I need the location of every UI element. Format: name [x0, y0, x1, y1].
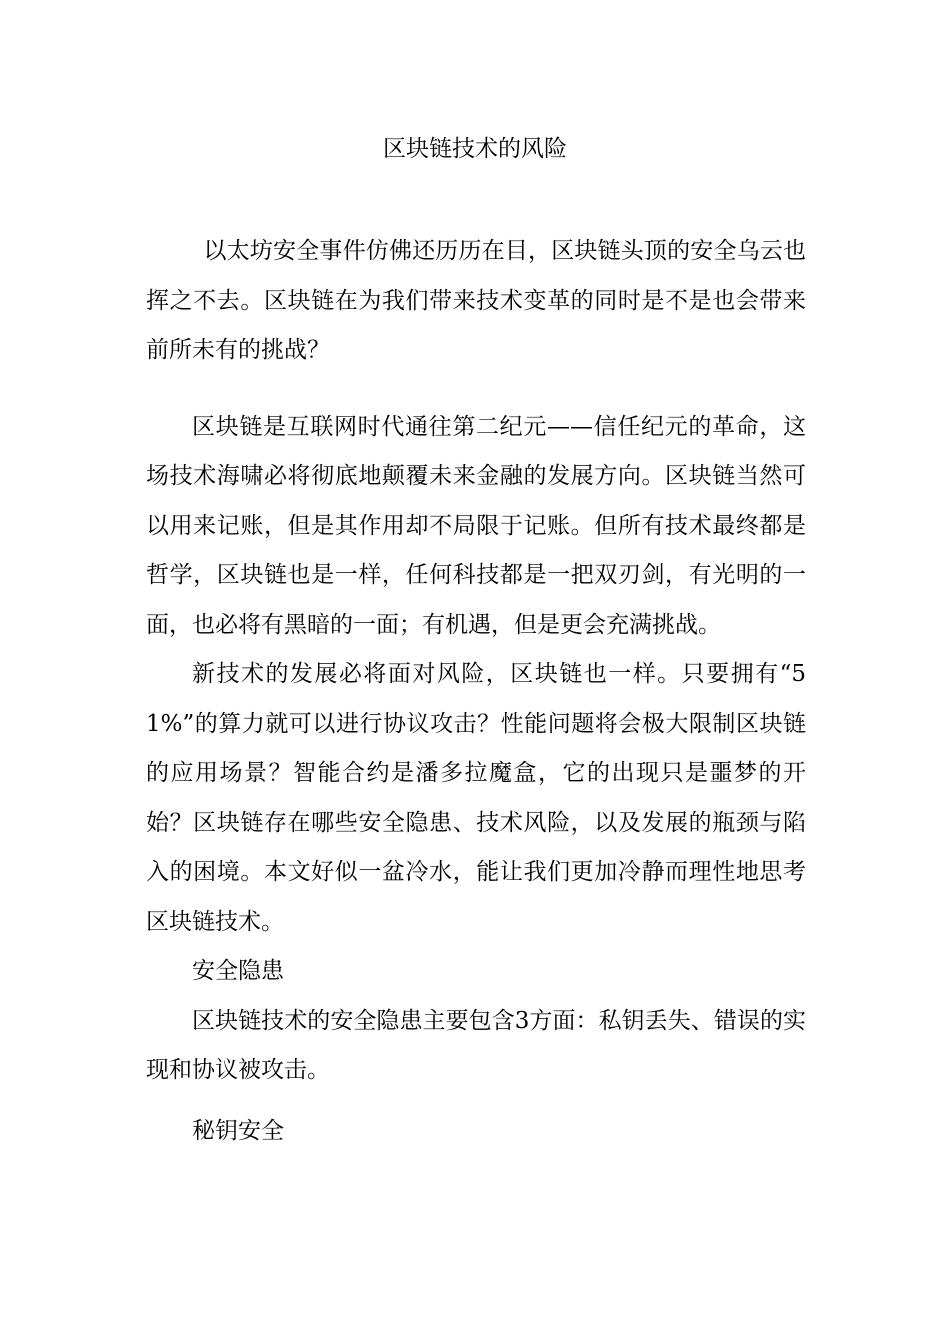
paragraph-new-tech-risks: 新技术的发展必将面对风险，区块链也一样。只要拥有“51%”的算力就可以进行协议攻击？性能问题将会极大限制区块链的应用场景？智能合约是潘多拉魔盒，它的出现只是噩梦的开始？区块链存在哪些安全隐患、技术风险，以及发展的瓶颈与陷入的困境。本文好似一盆冷水，能让我们更加冷静而理性地思考区块链技术。	[146, 661, 806, 935]
document-title: 区块链技术的风险	[383, 136, 567, 162]
paragraph-security-risks: 区块链技术的安全隐患主要包含3方面：私钥丢失、错误的实现和协议被攻击。	[146, 1007, 806, 1083]
paragraph-blockchain-revolution: 区块链是互联网时代通往第二纪元——信任纪元的革命，这场技术海啸必将彻底地颠覆未来金融的发展方向。区块链当然可以用来记账，但是其作用却不局限于记账。但所有技术最终都是哲学，区块链也是一样，任何科技都是一把双刃剑，有光明的一面，也必将有黑暗的一面；有机遇，但是更会充满挑战。	[146, 413, 806, 638]
section-heading-security-risks: 安全隐患	[192, 958, 284, 984]
document-body	[146, 227, 806, 1156]
paragraph-intro: 以太坊安全事件仿佛还历历在目，区块链头顶的安全乌云也挥之不去。区块链在为我们带来技术变革的同时是不是也会带来前所未有的挑战？	[146, 238, 806, 363]
section-heading-key-security: 秘钥安全	[192, 1117, 284, 1144]
